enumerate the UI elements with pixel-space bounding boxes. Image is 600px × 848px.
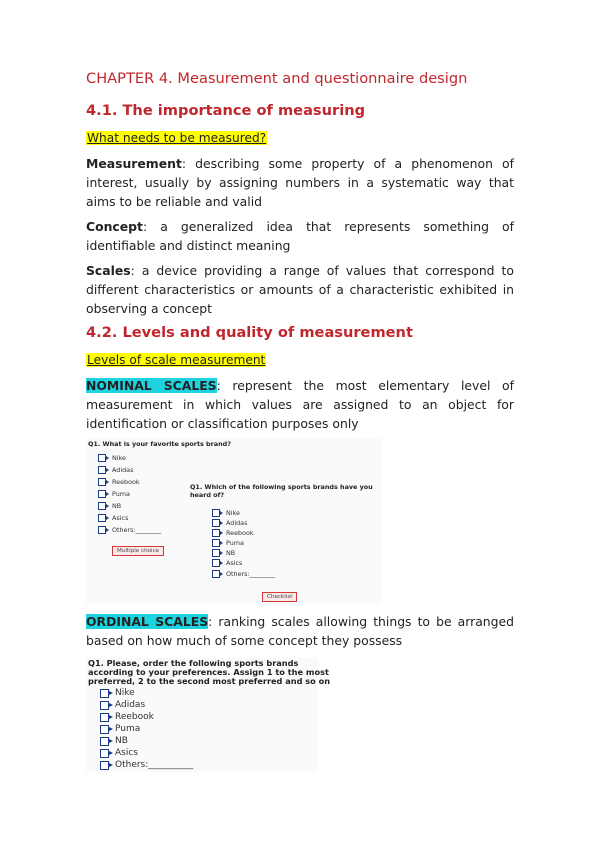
definition-concept — [86, 217, 514, 255]
checkbox-icon — [212, 559, 220, 567]
list-item: Asics — [98, 513, 128, 523]
section-heading-4-1: 4.1. The importance of measuring — [86, 102, 366, 119]
term-measurement: Measurement — [86, 156, 182, 171]
ranking-question-line2: according to your preferences. Assign 1 to the most — [88, 667, 329, 677]
checkbox-icon — [98, 466, 106, 474]
list-item: NB — [212, 548, 235, 558]
checkbox-icon — [100, 713, 109, 722]
checkbox-icon — [98, 454, 106, 462]
q1-favorite-brand-title: Q1. What is your favorite sports brand? — [88, 440, 231, 448]
list-item: Adidas — [98, 465, 133, 475]
section-heading-4-2: 4.2. Levels and quality of measurement — [86, 324, 413, 341]
checkbox-icon — [100, 761, 109, 770]
checkbox-icon — [212, 509, 220, 517]
ranking-question-line1: Q1. Please, order the following sports brands — [88, 658, 299, 668]
checklist-label: Checklist — [262, 592, 297, 602]
nominal-scales-paragraph — [86, 376, 514, 433]
highlight-what-to-measure: What needs to be measured? — [87, 131, 267, 145]
q1-heard-of-title-line1: Q1. Which of the following sports brands have you — [190, 483, 373, 491]
checkbox-icon — [100, 749, 109, 758]
ranking-question-line3: preferred, 2 to the second most preferred and so on — [88, 676, 331, 686]
list-item: NB — [100, 735, 128, 747]
list-item: Others:__________ — [100, 759, 193, 771]
list-item: Asics — [212, 558, 242, 568]
checkbox-icon — [98, 502, 106, 510]
nominal-scale-figure — [86, 438, 382, 604]
definition-measurement-text: : describing some property of a phenomenon of interest, usually by assigning numbers in a systematic way that aims to be reliable and valid — [86, 156, 514, 209]
checkbox-icon — [100, 737, 109, 746]
checkbox-icon — [100, 701, 109, 710]
term-nominal-scales: NOMINAL SCALES — [86, 378, 217, 393]
checkbox-icon — [212, 549, 220, 557]
nominal-scales-text: : represent the most elementary level of measurement in which values are assigned to an object for identification or classification purposes only — [86, 378, 514, 431]
list-item: Others:________ — [212, 569, 275, 579]
term-scales: Scales — [86, 263, 131, 278]
checkbox-icon — [98, 514, 106, 522]
list-item: Adidas — [100, 699, 145, 711]
list-item: Adidas — [212, 518, 247, 528]
term-ordinal-scales: ORDINAL SCALES — [86, 614, 209, 629]
list-item: Others:________ — [98, 525, 161, 535]
checkbox-icon — [212, 519, 220, 527]
list-item: Puma — [212, 538, 244, 548]
checkbox-icon — [98, 526, 106, 534]
list-item: Reebook — [98, 477, 140, 487]
q1-heard-of-title-line2: heard of? — [190, 491, 225, 499]
checkbox-icon — [98, 490, 106, 498]
term-concept: Concept — [86, 219, 143, 234]
checkbox-icon — [212, 529, 220, 537]
list-item: Asics — [100, 747, 138, 759]
checkbox-icon — [100, 725, 109, 734]
checkbox-icon — [212, 570, 220, 578]
list-item: Puma — [98, 489, 130, 499]
checkbox-icon — [212, 539, 220, 547]
list-item: Nike — [212, 508, 240, 518]
definition-concept-text: : a generalized idea that represents something of identifiable and distinct meaning — [86, 219, 514, 253]
ordinal-scale-figure — [86, 658, 331, 772]
definition-scales-text: : a device providing a range of values that correspond to different characteristics or amounts of a characteristic exhibited in observing a concept — [86, 263, 514, 316]
highlight-levels-of-scale: Levels of scale measurement — [87, 353, 266, 367]
list-item: NB — [98, 501, 121, 511]
chapter-title: CHAPTER 4. Measurement and questionnaire design — [86, 70, 468, 87]
checkbox-icon — [98, 478, 106, 486]
multiple-choice-label: Multiple choice — [112, 546, 164, 556]
definition-scales — [86, 261, 514, 318]
list-item: Reebook — [100, 711, 154, 723]
ordinal-scales-paragraph — [86, 612, 514, 650]
list-item: Nike — [100, 687, 135, 699]
list-item: Puma — [100, 723, 140, 735]
list-item: Nike — [98, 453, 126, 463]
list-item: Reebook — [212, 528, 254, 538]
definition-measurement — [86, 154, 514, 211]
checkbox-icon — [100, 689, 109, 698]
ordinal-scales-text: : ranking scales allowing things to be arranged based on how much of some concept they possess — [86, 614, 514, 648]
